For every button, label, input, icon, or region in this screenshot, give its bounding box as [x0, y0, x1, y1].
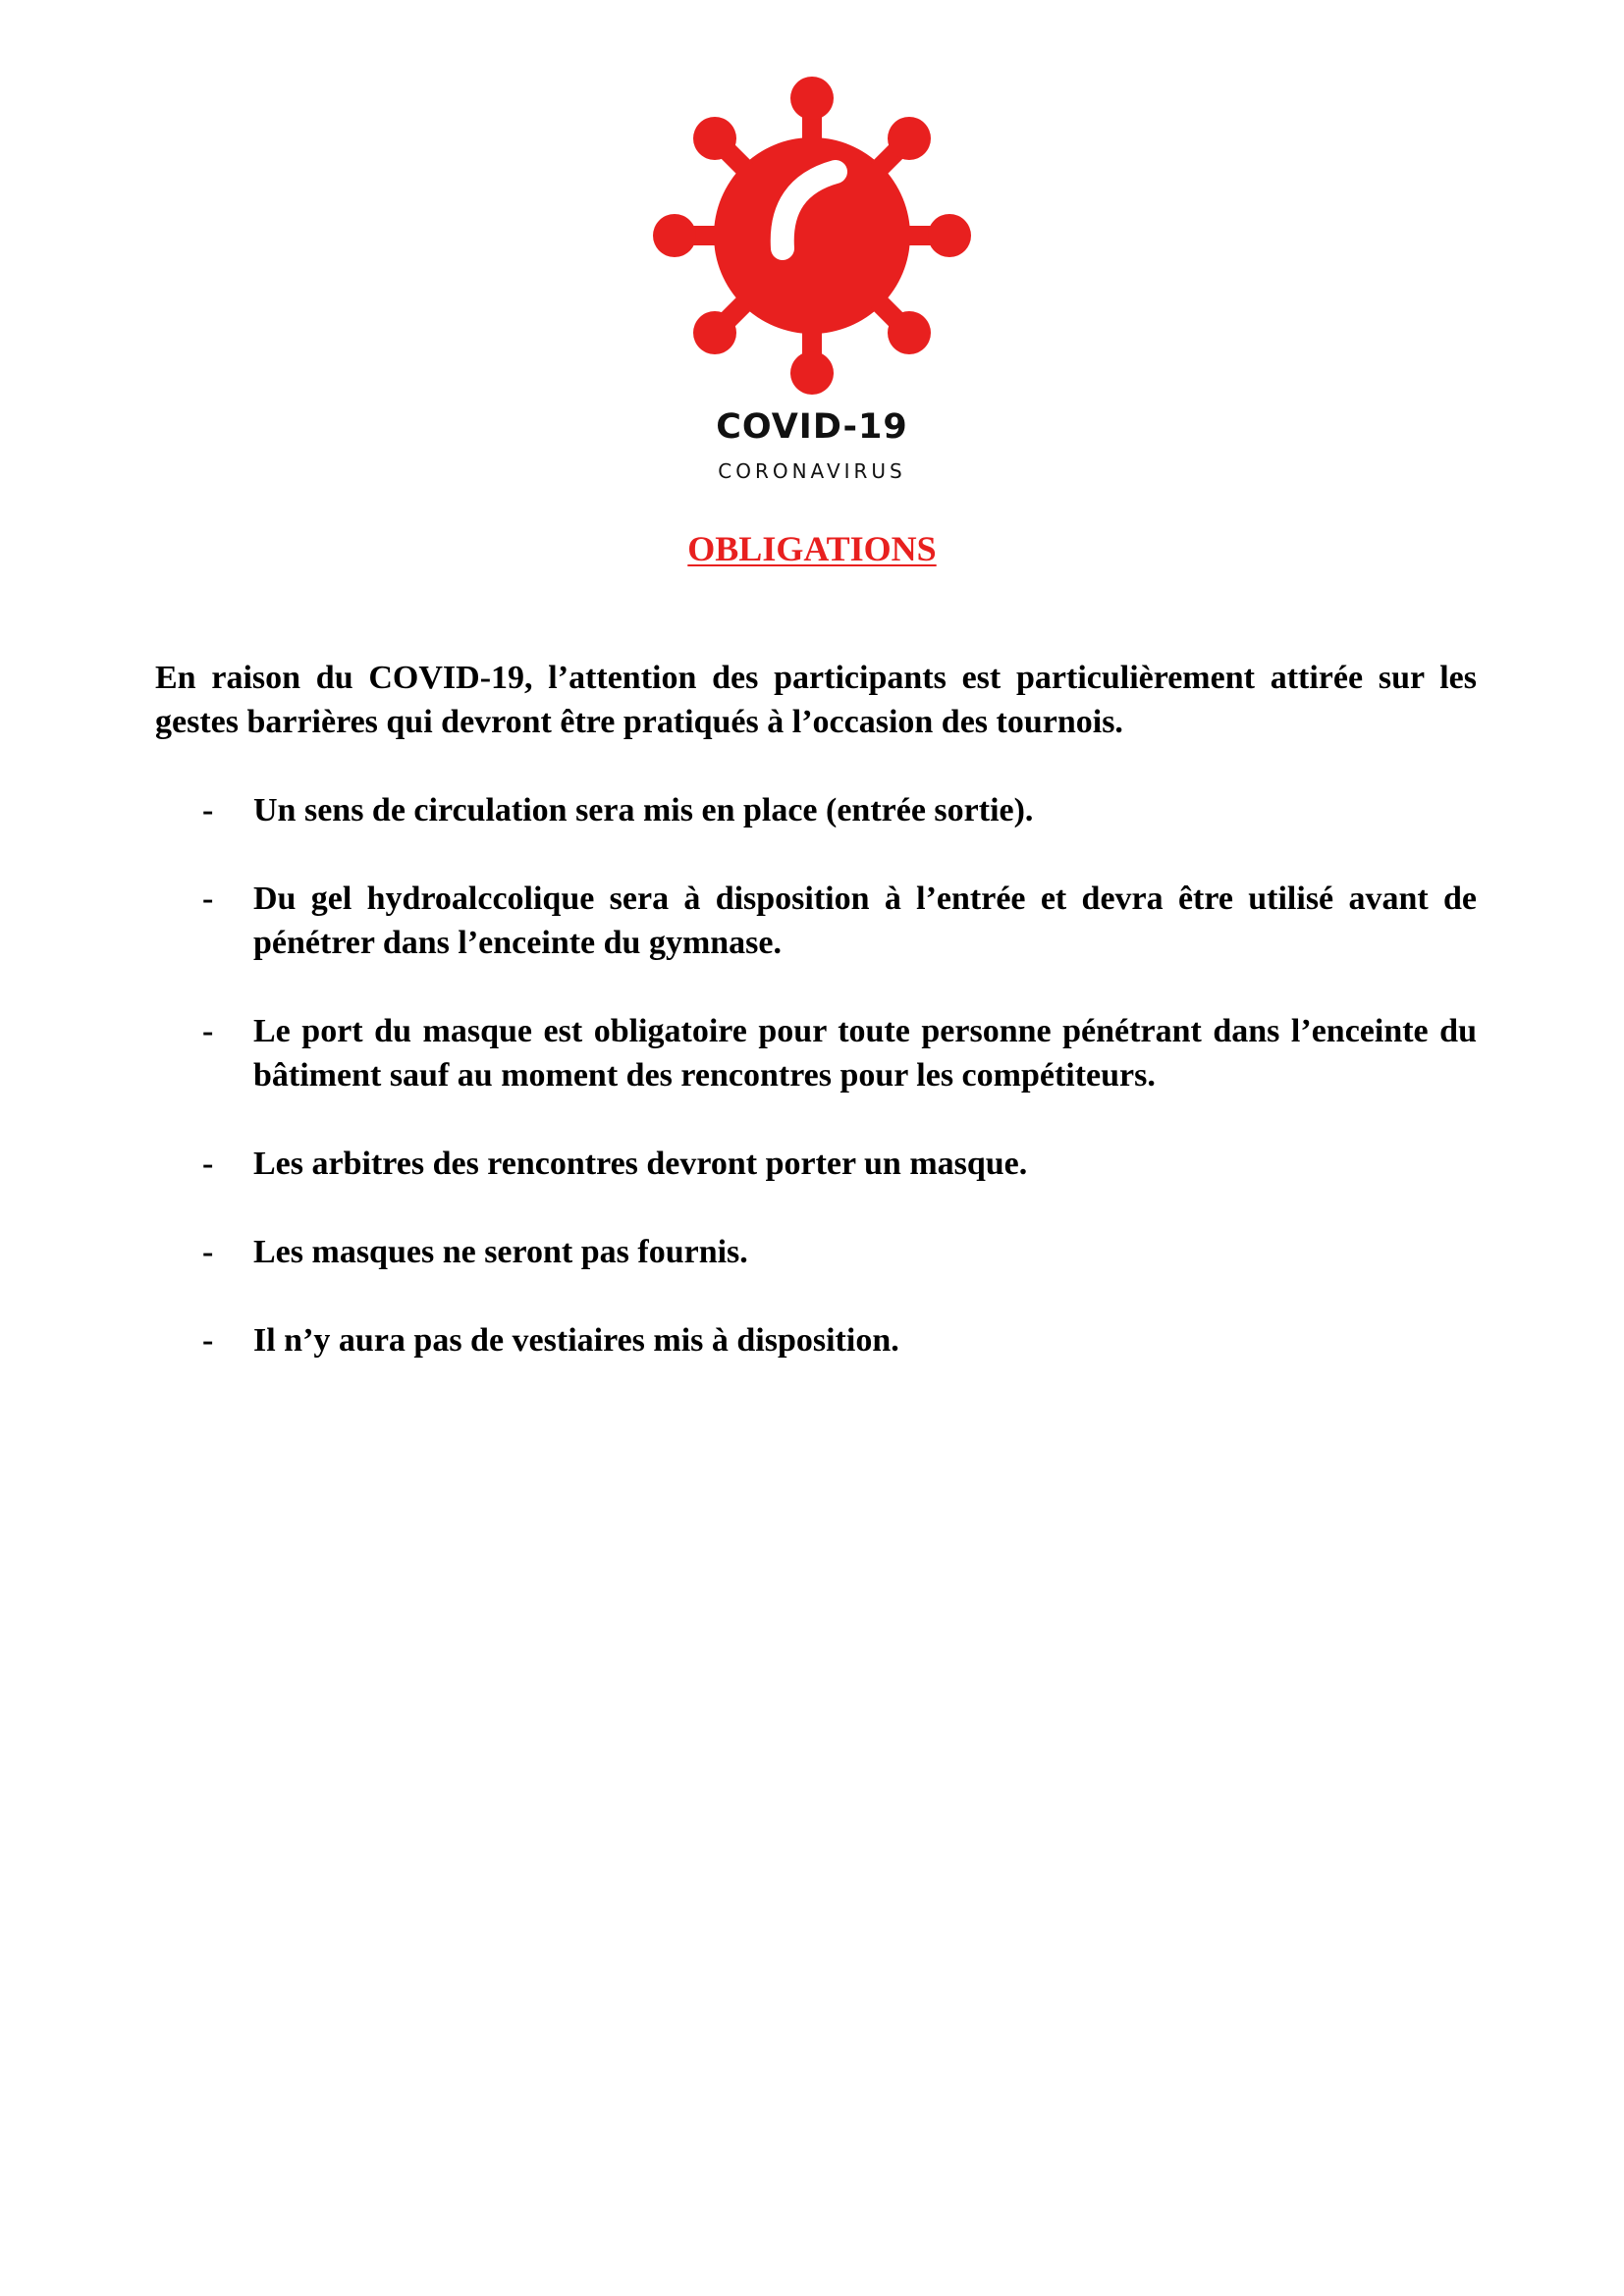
list-item-text: Le port du masque est obligatoire pour toute personne pénétrant dans l’enceinte du bâtiment sauf au moment des rencontres pour les compétiteurs.: [253, 1013, 1477, 1094]
bullet-dash: -: [202, 792, 214, 828]
logo-subtitle: CORONAVIRUS: [718, 459, 906, 483]
logo-title: COVID-19: [716, 407, 908, 447]
list-item: [155, 1318, 1477, 1362]
covid-logo: [649, 74, 975, 496]
obligations-list: [155, 788, 1477, 1407]
list-item-text: Les arbitres des rencontres devront porter un masque.: [253, 1146, 1028, 1182]
list-item-text: Un sens de circulation sera mis en place (entrée sortie).: [253, 792, 1034, 828]
page-title: OBLIGATIONS: [687, 529, 937, 568]
list-item: [155, 877, 1477, 965]
bullet-dash: -: [202, 881, 214, 917]
bullet-dash: -: [202, 1234, 214, 1270]
list-item: [155, 1142, 1477, 1186]
intro-paragraph: En raison du COVID-19, l’attention des participants est particulièrement attirée sur les gestes barrières qui devront être pratiqués à l’occasion des tournois.: [155, 660, 1477, 740]
list-item-text: Il n’y aura pas de vestiaires mis à disposition.: [253, 1322, 899, 1359]
bullet-dash: -: [202, 1146, 214, 1182]
list-item: [155, 1009, 1477, 1097]
list-item: [155, 788, 1477, 832]
list-item-text: Les masques ne seront pas fournis.: [253, 1234, 748, 1270]
bullet-dash: -: [202, 1013, 214, 1049]
coronavirus-icon: [649, 74, 975, 398]
list-item: [155, 1230, 1477, 1274]
list-item-text: Du gel hydroalccolique sera à disposition à l’entrée et devra être utilisé avant de pénétrer dans l’enceinte du gymnase.: [253, 881, 1477, 961]
bullet-dash: -: [202, 1322, 214, 1359]
